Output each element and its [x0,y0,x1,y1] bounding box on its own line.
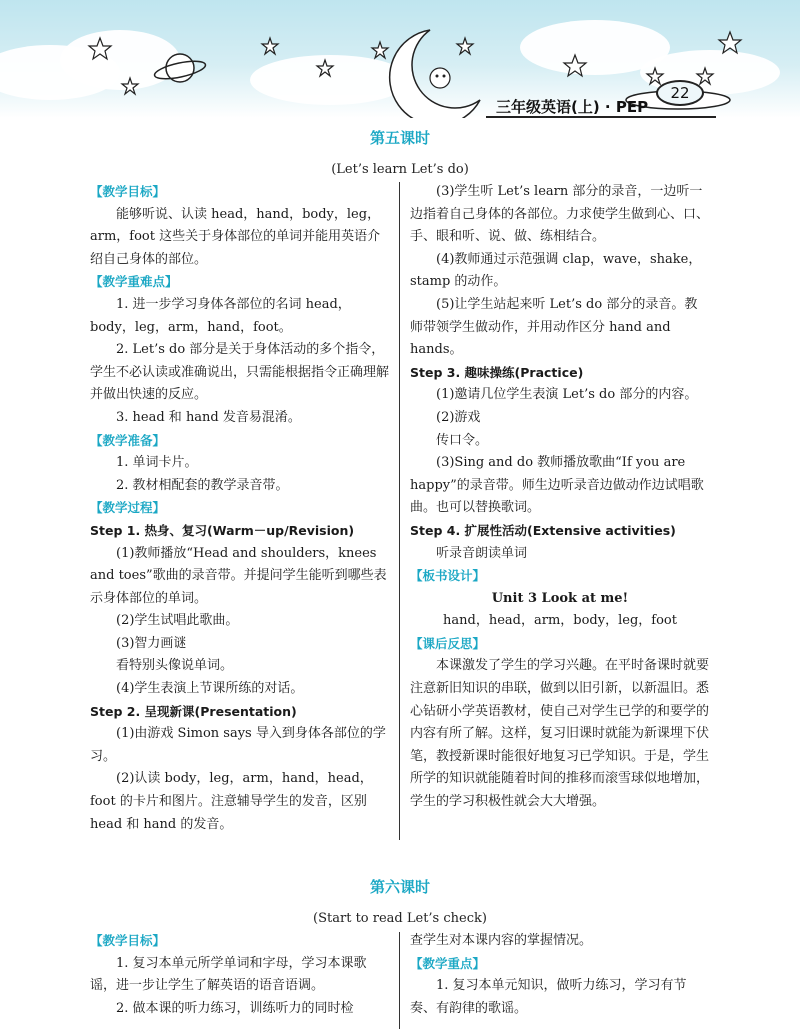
lesson6-title: 第六课时 [369,878,430,896]
lesson6-right-column [410,930,710,1020]
lesson6-left-column [90,930,390,1020]
paragraph: 本课激发了学生的学习兴趣。在平时备课时就要注意新旧知识的串联，做到以旧引新，以新温旧。悉心钻研小学英语教材，使自己对学生已学的和要学的内容有所了解。这样，复习旧课时就能为新课埋下伏笔，教授新课时能很好地复习已学知识。于是，学生所学的知识就能随着时间的推移而滚雪球似地增加，学生的学习积极性就会大大增强。 [410,658,710,810]
paragraph: (1)邀请几位学生表演 Let’s do 部分的内容。 [436,387,698,403]
section-heading: 【教学准备】 [90,432,166,448]
step-heading: Step 2. 呈现新课(Presentation) [90,703,297,719]
paragraph: (3)智力画谜 [116,635,187,651]
lesson5-title: 第五课时 [369,129,430,147]
step-heading: Step 1. 热身、复习(Warm－up/Revision) [90,522,355,538]
lesson5-right-column [410,181,710,814]
step-heading: Step 4. 扩展性活动(Extensive activities) [410,522,676,538]
paragraph: (2)学生试唱此歌曲。 [116,613,239,629]
paragraph: (1)由游戏 Simon says 导入到身体各部位的学习。 [90,726,386,764]
board-words: hand，head，arm，body，leg，foot [443,613,677,629]
section-heading: 【教学目标】 [90,184,166,199]
paragraph: 3. head 和 hand 发音易混淆。 [116,409,301,425]
section-heading: 【教学过程】 [90,500,166,516]
column-divider-2 [399,932,400,1029]
paragraph: 2. 做本课的听力练习，训练听力的同时检 [116,1000,354,1016]
paragraph: 查学生对本课内容的掌握情况。 [410,933,593,948]
section-heading: 【教学目标】 [90,933,166,948]
grade-label: 三年级英语(上) · PEP [496,98,649,116]
paragraph: (3)Sing and do 教师播放歌曲“If you are happy”的录音带。师生边听录音边做动作边试唱歌曲。也可以替换歌词。 [410,455,704,516]
board-title: Unit 3 Look at me! [491,590,629,606]
paragraph: 2. 教材相配套的教学录音带。 [116,477,289,493]
paragraph: (5)让学生站起来听 Let’s do 部分的录音。教师带领学生做动作，并用动作区分 hand and hands。 [410,296,698,358]
section-heading: 【板书设计】 [410,568,486,584]
paragraph: 1. 进一步学习身体各部位的名词 head，body，leg，arm，hand，foot。 [90,296,351,335]
paragraph: (1)教师播放“Head and shoulders，knees and toes”歌曲的录音带。并提问学生能听到哪些表示身体部位的单词。 [90,545,387,606]
section-heading: 【教学重点】 [410,955,486,971]
paragraph: (2)游戏 [436,409,481,425]
lesson6-subtitle: (Start to read Let’s check) [313,911,487,926]
lesson5-left-column [90,181,390,836]
paragraph: (4)教师通过示范强调 clap，wave，shake，stamp 的动作。 [410,251,702,290]
paragraph: 1. 复习本单元所学单词和字母，学习本课歌谣，进一步让学生了解英语的语音语调。 [90,955,367,994]
paragraph: (4)学生表演上节课所练的对话。 [116,681,304,697]
step-heading: Step 3. 趣味操练(Practice) [410,364,584,380]
paragraph: 1. 单词卡片。 [116,455,198,471]
paragraph: 能够听说、认读 head，hand，body，leg，arm，foot 这些关于身体部位的单词并能用英语介绍自己身体的部位。 [90,206,381,267]
paragraph: 看特别头像说单词。 [116,658,234,674]
paragraph: 传口令。 [436,432,489,448]
page-number: 22 [656,80,704,106]
planet-icon [153,54,207,82]
section-heading: 【教学重难点】 [90,274,178,290]
section-heading: 【课后反思】 [410,635,486,651]
paragraph: (3)学生听 Let’s learn 部分的录音，一边听一边指着自己身体的各部位。力求使学生做到心、口、手、眼和听、说、做、练相结合。 [410,184,710,245]
paragraph: 2. Let’s do 部分是关于身体活动的多个指令，学生不必认读或准确说出，只需能根据指令正确理解并做出快速的反应。 [90,342,390,403]
column-divider [399,182,400,840]
paragraph: 听录音朗读单词 [436,545,528,561]
lesson5-subtitle: (Let’s learn Let’s do) [331,162,469,177]
paragraph: (2)认读 body，leg，arm，hand，head，foot 的卡片和图片。注意辅导学生的发音，区别 head 和 hand 的发音。 [90,771,373,832]
paragraph: 1. 复习本单元知识，做听力练习，学习有节奏、有韵律的歌谣。 [410,978,687,1016]
